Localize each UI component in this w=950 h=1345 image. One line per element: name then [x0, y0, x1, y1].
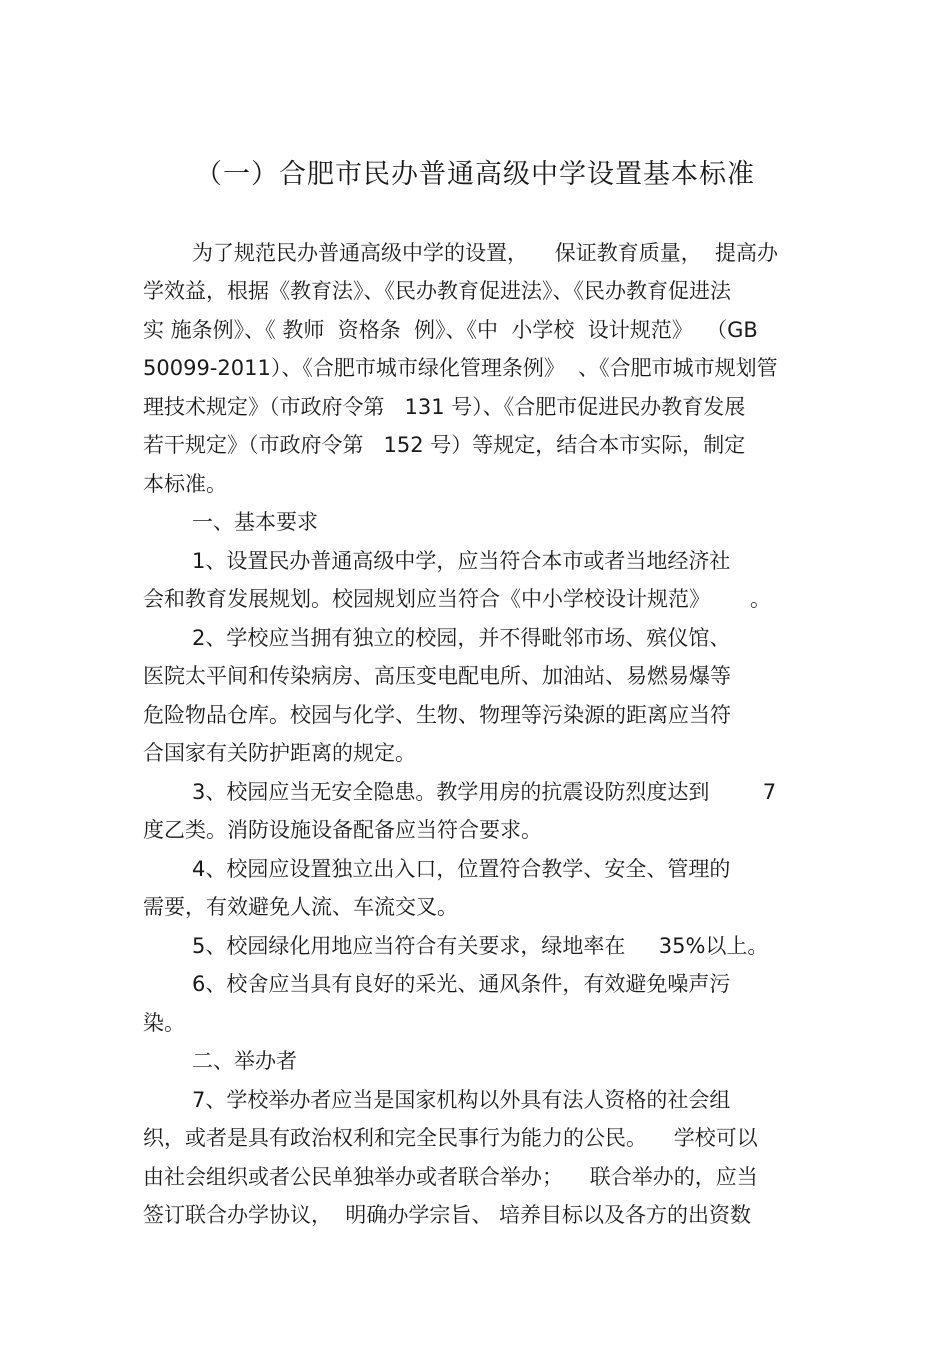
- text-line: 织，或者是具有政治权利和完全民事行为能力的公民。 学校可以: [143, 1126, 758, 1150]
- text-line: 签订联合办学协议， 明确办学宗旨、 培养目标以及各方的出资数: [143, 1203, 752, 1227]
- document-title: （一）合肥市民办普通高级中学设置基本标准: [195, 159, 755, 190]
- section-heading: 一、基本要求: [192, 510, 318, 534]
- text-line: 需要，有效避免人流、车流交叉。: [143, 895, 458, 919]
- text-line: 会和教育发展规划。校园规划应当符合《中小学校设计规范》 。: [143, 587, 772, 611]
- text-line: 7、学校举办者应当是国家机构以外具有法人资格的社会组: [192, 1088, 731, 1112]
- text-line: 染。: [143, 1011, 185, 1035]
- text-line: 4、校园应设置独立出入口，位置符合教学、安全、管理的: [192, 857, 731, 881]
- text-line: 由社会组织或者公民单独举办或者联合举办； 联合举办的，应当: [143, 1165, 758, 1189]
- text-line: 实 施条例》、《 教师 资格条 例》、《中 小学校 设计规范》 （GB: [143, 318, 758, 342]
- text-line: 6、校舍应当具有良好的采光、通风条件，有效避免噪声污: [192, 972, 731, 996]
- text-line: 2、学校应当拥有独立的校园，并不得毗邻市场、殡仪馆、: [192, 626, 731, 650]
- text-line: 医院太平间和传染病房、高压变电配电所、加油站、易燃易爆等: [143, 664, 731, 688]
- text-line: 度乙类。消防设施设备配备应当符合要求。: [143, 818, 542, 842]
- text-line: 50099-2011）、《合肥市城市绿化管理条例》 、《合肥市城市规划管: [143, 356, 778, 380]
- text-line: 理技术规定》（市政府令第 131 号）、《合肥市促进民办教育发展: [143, 395, 746, 419]
- text-line: 学效益，根据《教育法》、《民办教育促进法》、《民办教育促进法: [143, 279, 731, 303]
- text-line: 5、校园绿化用地应当符合有关要求，绿地率在 35%以上。: [192, 934, 769, 958]
- text-line: 为了规范民办普通高级中学的设置， 保证教育质量， 提高办: [192, 241, 779, 265]
- text-line: 合国家有关防护距离的规定。: [143, 741, 416, 765]
- text-line: 若干规定》（市政府令第 152 号）等规定，结合本市实际，制定: [143, 433, 746, 457]
- section-heading: 二、举办者: [192, 1049, 297, 1073]
- text-line: 1、设置民办普通高级中学，应当符合本市或者当地经济社: [192, 549, 731, 573]
- text-line: 危险物品仓库。校园与化学、生物、物理等污染源的距离应当符: [143, 703, 731, 727]
- text-line: 3、校园应当无安全隐患。教学用房的抗震设防烈度达到 7: [192, 780, 777, 804]
- text-line: 本标准。: [143, 472, 227, 496]
